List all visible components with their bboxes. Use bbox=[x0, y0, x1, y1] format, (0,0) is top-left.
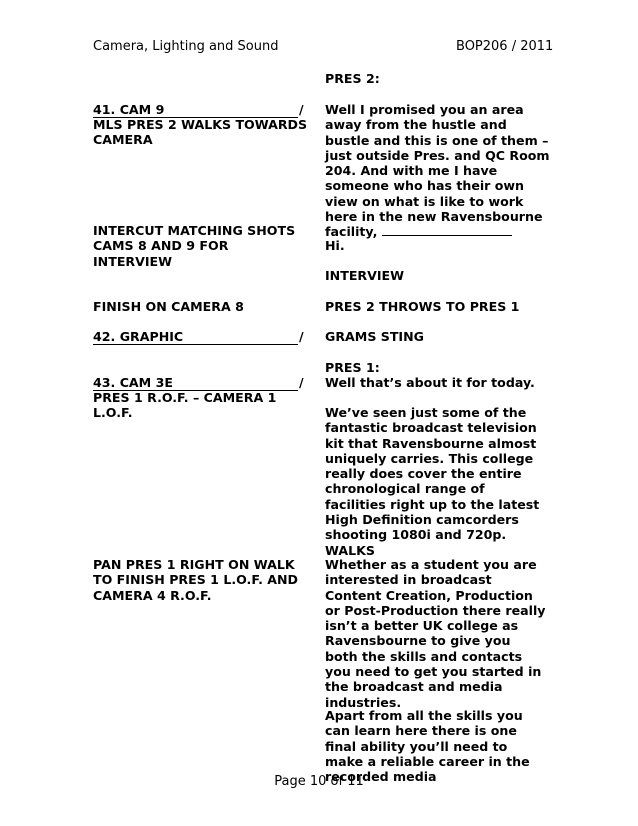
header-left: Camera, Lighting and Sound bbox=[93, 39, 279, 54]
pres2-cue: PRES 2: bbox=[325, 71, 380, 86]
shot-43-description: PRES 1 R.O.F. – CAMERA 1 L.O.F. bbox=[93, 390, 277, 421]
shot-41-slash: / bbox=[299, 102, 304, 117]
intercut-direction: INTERCUT MATCHING SHOTS CAMS 8 AND 9 FOR INTERVIEW bbox=[93, 223, 296, 269]
finish-direction: FINISH ON CAMERA 8 bbox=[93, 299, 244, 314]
script-paragraph-3: Apart from all the skills you can learn here there is one final ability you’ll need to make a reliable career in the recorded media bbox=[325, 708, 530, 785]
page-number: Page 10 of 11 bbox=[274, 774, 364, 789]
interview-cue: INTERVIEW bbox=[325, 268, 405, 283]
script-paragraph-2: Whether as a student you are interested in broadcast Content Creation, Production or Post-Production there really isn’t a better UK college as Ravensbourne to give you both the skills and contacts you need to get you started in the broadcast and media industries. bbox=[325, 557, 546, 710]
shot-41-description: MLS PRES 2 WALKS TOWARDS CAMERA bbox=[93, 117, 308, 148]
throws-cue: PRES 2 THROWS TO PRES 1 bbox=[325, 299, 520, 314]
pres1-line: Well that’s about it for today. bbox=[325, 375, 535, 390]
hi-line: Hi. bbox=[325, 238, 345, 253]
shot-42-label: 42. GRAPHIC bbox=[93, 329, 184, 344]
shot-42-underline bbox=[93, 329, 298, 345]
shot-43-slash: / bbox=[299, 375, 304, 390]
pres1-cue: PRES 1: bbox=[325, 360, 380, 375]
shot-43-label: 43. CAM 3E bbox=[93, 375, 173, 390]
shot-43 bbox=[93, 375, 305, 391]
header-right: BOP206 / 2011 bbox=[456, 39, 554, 54]
name-blank-line bbox=[382, 225, 512, 236]
pres2-script-text: Well I promised you an area away from the hustle and bustle and this is one of them – just outside Pres. and QC Room 204. And with me I have someone who has their own view on what is like to work here in the new Ravensbourne facility, bbox=[325, 102, 550, 240]
grams-cue: GRAMS STING bbox=[325, 329, 424, 344]
shot-43-underline bbox=[93, 375, 298, 391]
shot-41-underline bbox=[93, 102, 298, 118]
script-paragraph-1: We’ve seen just some of the fantastic broadcast television kit that Ravensbourne almost uniquely carries. This college really does cover the entire chronological range of facilities right up to the latest High Definition camcorders shooting 1080i and 720p. WALKS bbox=[325, 405, 540, 558]
shot-42-slash: / bbox=[299, 329, 304, 344]
shot-41 bbox=[93, 102, 305, 118]
pan-direction: PAN PRES 1 RIGHT ON WALK TO FINISH PRES 1 L.O.F. AND CAMERA 4 R.O.F. bbox=[93, 557, 299, 603]
pres2-script bbox=[325, 102, 555, 240]
shot-41-label: 41. CAM 9 bbox=[93, 102, 165, 117]
shot-42 bbox=[93, 329, 305, 345]
